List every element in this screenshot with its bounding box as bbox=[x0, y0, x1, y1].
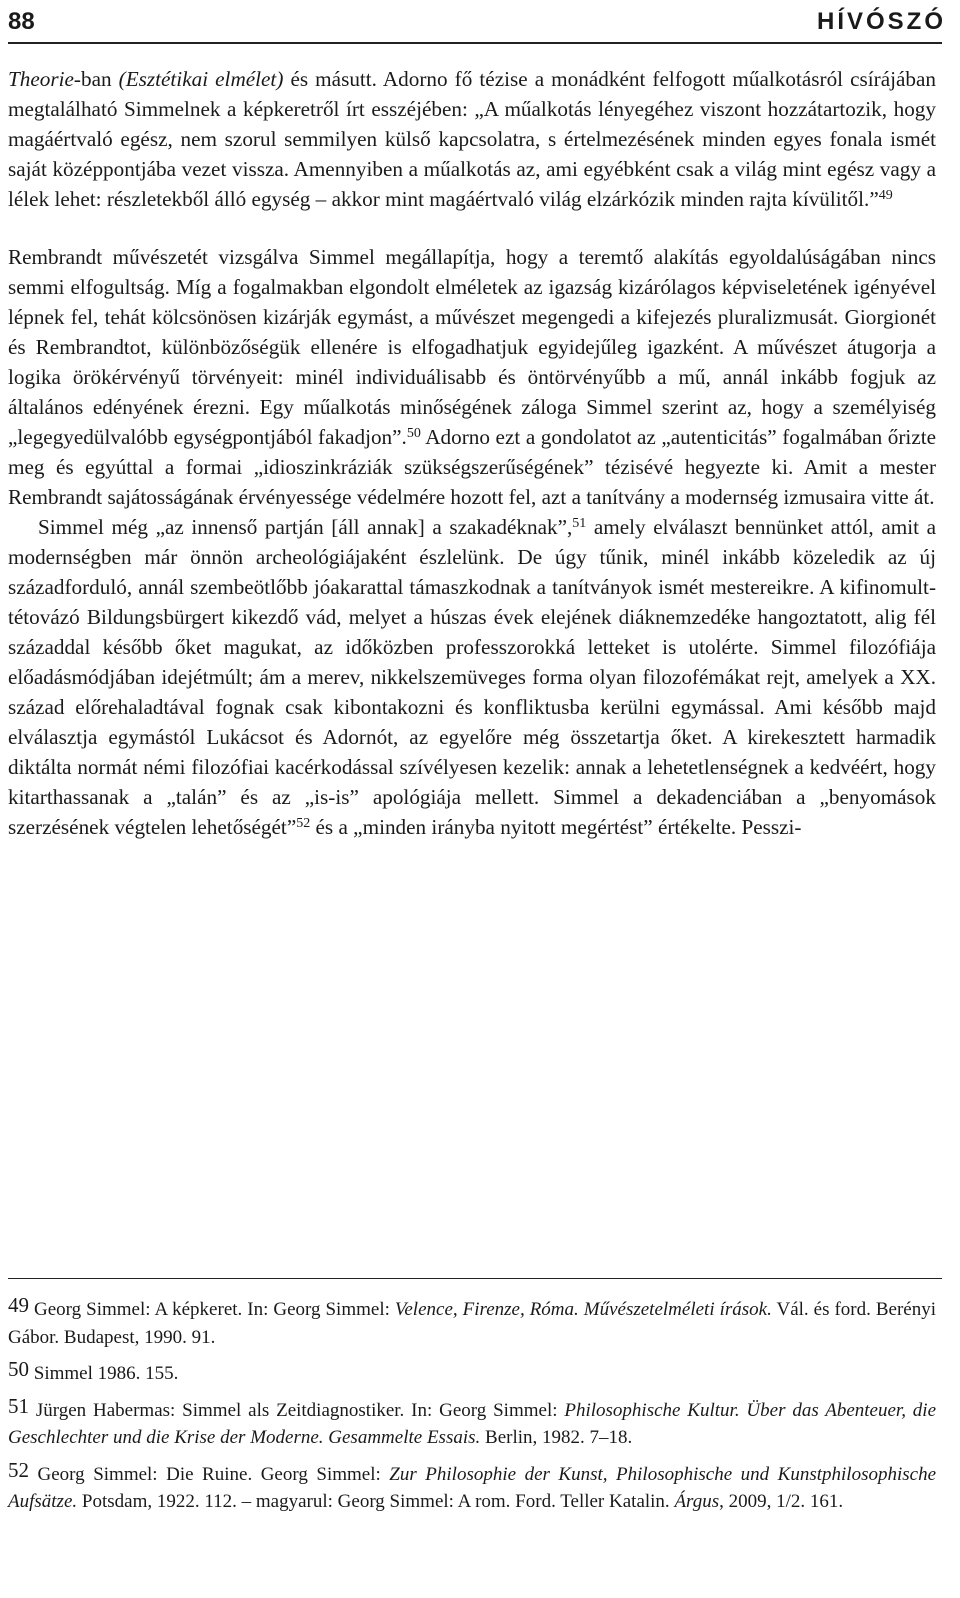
work-title: Árgus bbox=[674, 1491, 720, 1512]
text-run: Berlin, 1982. 7–18. bbox=[480, 1427, 633, 1448]
work-title: Philosophische Kultur. Über das Abenteuer, die Geschlechter und die Krise der Moderne. Gesammelte Essais. bbox=[8, 1399, 937, 1448]
text-run: amely elválaszt bennünket attól, amit a modernségben már önnön archeológiájaként észlelünk. De úgy tűnik, minél inkább közeledik az új századforduló, annál szembeötlőbb jóakarattal támaszkodnak a tanítványok ismét mestereikre. A kifinomult-tétovázó Bildungsbürgert kikezdő vád, melyet a húszas évek elejének diáknemzedéke hangoztatott, alig fél századdal később őket magukat, az időközben professzorokká letteket is utolérte. Simmel filozófiája előadásmódjában idejétmúlt; ám a merev, nikkelszemüveges forma olyan filozofémákat rejt, amelyek a XX. század előrehaladtával fognak csak kibontakozni és konfliktusba kerülni egymással. Ami később majd elválasztja egymástól Lukácsot és Adornót, az egyelőre még összetartja őket. A kirekesztett harmadik diktálta normát némi filozófiai kacérkodással szívélyesen kezelik: annak a lehetetlenségnek a kedvéért, hogy kitarthassanak a „talán” és az „is-is” apológiája mellett. Simmel a dekadenciában a „benyomások szerzésének végtelen lehetőségét” bbox=[8, 515, 936, 839]
footnote-50 bbox=[8, 1356, 936, 1388]
footnote-51 bbox=[8, 1393, 936, 1452]
text-run: -ban bbox=[73, 67, 119, 91]
footnote-rule bbox=[8, 1278, 942, 1279]
text-run: Simmel még „az innenső partján [áll annak] a szakadéknak”, bbox=[38, 515, 573, 539]
footnote-ref-51: 51 bbox=[572, 516, 587, 531]
footnotes bbox=[8, 1292, 936, 1521]
footnote-52 bbox=[8, 1457, 936, 1516]
text-run: Georg Simmel: A képkeret. In: Georg Simmel: bbox=[34, 1299, 395, 1320]
footnote-ref-50: 50 bbox=[406, 426, 421, 441]
text-run: Rembrandt művészetét vizsgálva Simmel megállapítja, hogy a teremtő alakítás egyoldalúságában nincs semmi elfogultság. Míg a fogalmakban elgondolt elméletek az igazság kizárólagos képviseletének igényével lépnek fel, tehát kölcsönösen kizárják egymást, a művészet megengedi a kifejezés pluralizmusát. Giorgionét és Rembrandtot, különbözőségük ellenére is elfogadhatjuk egyidejűleg igazként. A művészet átugorja a logika örökérvényű törvényeit: minél individuálisabb és öntörvényűbb a mű, annál inkább fogjuk az általános edényének érezni. Egy műalkotás minőségének záloga Simmel szerint az, hogy a személyiség „legegyedülvalóbb egységpontjából fakadjon”. bbox=[8, 245, 936, 449]
footnote-number: 50 bbox=[8, 1357, 29, 1381]
work-title: Theorie bbox=[8, 67, 74, 91]
footnote-number: 52 bbox=[8, 1457, 29, 1482]
work-title: (Esztétikai elmélet) bbox=[118, 67, 284, 91]
footnote-49 bbox=[8, 1292, 936, 1351]
footnote-number: 51 bbox=[8, 1393, 29, 1418]
text-run: és a „minden irányba nyitott megértést” értékelte. Pesszi- bbox=[310, 815, 802, 839]
text-run: Georg Simmel: Die Ruine. Georg Simmel: bbox=[37, 1463, 390, 1485]
text-run: és másutt. Adorno fő tézise a monádként felfogott műalkotásról csírájában megtalálható Simmelnek a képkeretről írt esszéjében: „A műalkotás lényegéhez viszont hozzátartozik, hogy magáértvaló egész, nem szorul semmilyen külső kapcsolatra, s értelmezésének minden egyes fonala ismét saját középpontjába vezet vissza. Amennyiben a műalkotás az, ami egyébként csak a világ mint egész vagy a lélek lehet: részletekből álló egység – akkor mint magáértvaló világ elzárkózik minden rajta kívülitől.” bbox=[8, 67, 936, 211]
text-run: Vál. és ford. Berényi Gábor. Budapest, 1990. 91. bbox=[8, 1299, 937, 1348]
text-run: Jürgen Habermas: Simmel als Zeitdiagnostiker. In: Georg Simmel: bbox=[35, 1399, 565, 1421]
running-header bbox=[8, 8, 946, 38]
work-title: Velence, Firenze, Róma. Művészetelméleti írások. bbox=[394, 1299, 772, 1320]
paragraph-2 bbox=[8, 242, 936, 512]
footnote-number: 49 bbox=[8, 1293, 29, 1317]
header-rule bbox=[8, 42, 942, 44]
text-run: Adorno ezt a gondolatot az „autenticitás” fogalmában őrizte meg és egyúttal a formai „idioszinkráziák szükségszerűségének” tézisévé hegyezte ki. Amit a mester Rembrandt sajátosságának érvényessége védelmére hozott fel, azt a tanítvány a modernség izmusaira vitte át. bbox=[8, 425, 937, 509]
text-run: Simmel 1986. 155. bbox=[33, 1363, 179, 1384]
paragraph-3 bbox=[8, 512, 936, 842]
footnote-ref-49: 49 bbox=[878, 188, 893, 203]
text-run: Potsdam, 1922. 112. – magyarul: Georg Simmel: A rom. Ford. Teller Katalin. bbox=[77, 1491, 675, 1512]
body-text bbox=[8, 64, 936, 842]
footnote-ref-52: 52 bbox=[296, 816, 311, 831]
journal-title: HÍVÓSZÓ bbox=[816, 8, 946, 35]
paragraph-1 bbox=[8, 64, 936, 214]
page-number: 88 bbox=[8, 8, 35, 35]
text-run: , 2009, 1/2. 161. bbox=[719, 1491, 844, 1512]
work-title: Zur Philosophie der Kunst, Philosophische und Kunstphilosophische Aufsätze. bbox=[8, 1463, 937, 1512]
